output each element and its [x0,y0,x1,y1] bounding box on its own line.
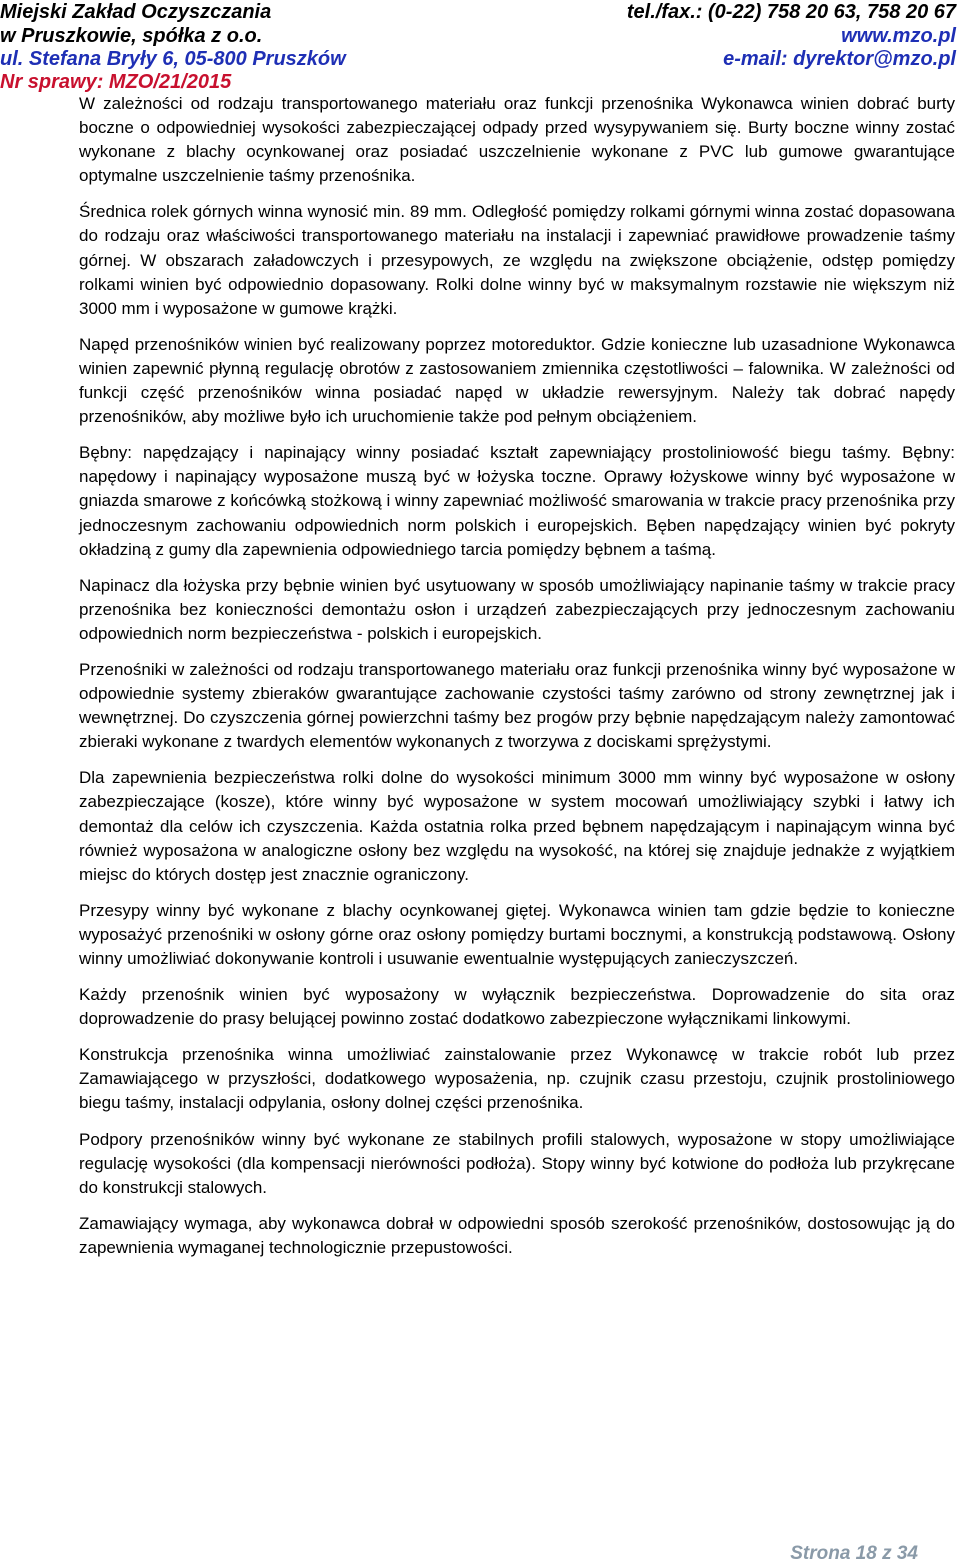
paragraph-chutes: Przesypy winny być wykonane z blachy ocynkowanej giętej. Wykonawca winien tam gdzie będzie to konieczne wyposażyć przenośniki w osłony górne oraz osłony pomiędzy burtami bocznymi, a konstrukcją podstawową. Osłony winny umożliwiać dokonywanie kontroli i usuwanie ewentualnie występujących zanieczyszczeń. [79,900,955,968]
paragraph-drive: Napęd przenośników winien być realizowany poprzez motoreduktor. Gdzie konieczne lub uzasadnione Wykonawca winien zapewnić płynną regulację obrotów z zastosowaniem zmiennika częstotliwości – falownika. W zależności od funkcji część przenośników winna posiadać napęd w układzie rewersyjnym. Należy tak dobrać napędy przenośników, aby możliwe było ich uruchomienie także pod pełnym obciążeniem. [79,334,955,427]
phone-fax: tel./fax.: (0-22) 758 20 63, 758 20 67 [626,1,956,23]
paragraph-top-rollers: Średnica rolek górnych winna wynosić min. 89 mm. Odległość pomiędzy rolkami górnymi winna zostać dopasowana do rodzaju oraz właściwości transportowanego materiału na instalacji i zapewniać prawidłowe prowadzenie taśmy górnej. W obszarach załadowczych i przesypowych, ze względu na zwiększone obciążenie, odstęp pomiędzy rolkami winien być odpowiednio dopasowany. Rolki dolne winny być w maksymalnym rozstawie nie większym niż 3000 mm i wyposażone w gumowe krążki. [79,202,955,318]
company-address: ul. Stefana Bryły 6, 05-800 Pruszków [0,48,346,70]
paragraph-drums: Bębny: napędzający i napinający winny posiadać kształt zapewniający prostoliniowość biegu taśmy. Bębny: napędowy i napinający wyposażone muszą być w łożyska toczne. Oprawy łożyskowe winny być wyposażone w gniazda smarowe z końcówką stożkową i winny zapewniać możliwość smarowania w trakcie pracy przenośnika przy jednoczesnym zachowaniu odpowiednich norm polskich i europejskich. Bęben napędzający winien być pokryty okładziną z gumy dla zapewnienia odpowiedniego tarcia pomiędzy bębnem a taśmą. [79,443,955,559]
paragraph-tensioner: Napinacz dla łożyska przy bębnie winien być usytuowany w sposób umożliwiający napinanie taśmy w trakcie pracy przenośnika bez konieczności demontażu osłon i urządzeń zabezpieczających przy jednoczesnym zachowaniu odpowiednich norm bezpieczeństwa - polskich i europejskich. [79,575,955,643]
paragraph-construction: Konstrukcja przenośnika winna umożliwiać zainstalowanie przez Wykonawcę w trakcie robót lub przez Zamawiającego w przyszłości, dodatkowego wyposażenia, np. czujnik czasu przestoju, czujnik prostoliniowego biegu taśmy, instalacji odpylania, osłony dolnej części przenośnika. [79,1045,955,1113]
website-link[interactable]: www.mzo.pl [841,25,956,47]
page-number: Strona 18 z 34 [790,1543,918,1564]
document-header [0,0,960,92]
document-body [79,92,955,1272]
paragraph-supports: Podpory przenośników winny być wykonane ze stabilnych profili stalowych, wyposażone w stopy umożliwiające regulację wysokości (dla kompensacji nierówności podłoża). Stopy winny być kotwione do podłoża lub przykręcane do konstrukcji stalowych. [79,1129,955,1197]
paragraph-side-walls: W zależności od rodzaju transportowanego materiału oraz funkcji przenośnika Wykonawca winien dobrać burty boczne o odpowiedniej wysokości zabezpieczającej odpady przed wysypywaniem się. Burty boczne winny zostać wykonane z blachy ocynkowanej oraz posiadać uszczelnienie wykonane z PVC lub gumowe gwarantujące optymalne uszczelnienie taśmy przenośnika. [79,94,955,186]
paragraph-scrapers: Przenośniki w zależności od rodzaju transportowanego materiału oraz funkcji przenośnika winny być wyposażone w odpowiednie systemy zbieraków gwarantujące zachowanie czystości taśmy zarówno od strony zewnętrznej jak i wewnętrznej. Do czyszczenia górnej powierzchni taśmy bez progów przy bębnie napędzającym należy zamontować zbieraki wykonane z twardych elementów wykonanych z tworzywa z dociskami sprężystymi. [79,659,955,752]
paragraph-guards: Dla zapewnienia bezpieczeństwa rolki dolne do wysokości minimum 3000 mm winny być wyposażone w osłony zabezpieczające (kosze), które winny być wyposażone w system mocowań umożliwiający szybki i łatwy ich demontaż dla celów ich czyszczenia. Każda ostatnia rolka przed bębnem napędzającym i napinającym winna być również wyposażona w analogiczne osłony bez względu na wysokość, na której się znajduje jednakże z wyjątkiem miejsc do których dostęp jest znacznie ograniczony. [79,768,955,884]
paragraph-width: Zamawiający wymaga, aby wykonawca dobrał w odpowiedni sposób szerokość przenośników, dostosowując ją do zapewnienia wymaganej technologicznie przepustowości. [79,1213,955,1257]
case-number: Nr sprawy: MZO/21/2015 [0,71,232,93]
paragraph-safety-switch: Każdy przenośnik winien być wyposażony w wyłącznik bezpieczeństwa. Doprowadzenie do sita oraz doprowadzenie do prasy belującej powinno zostać dodatkowo zabezpieczone wyłącznikami linkowymi. [79,985,955,1029]
company-name-line1: Miejski Zakład Oczyszczania [0,1,272,23]
company-name-line2: w Pruszkowie, spółka z o.o. [0,25,263,47]
email-link[interactable]: e-mail: dyrektor@mzo.pl [723,48,956,70]
